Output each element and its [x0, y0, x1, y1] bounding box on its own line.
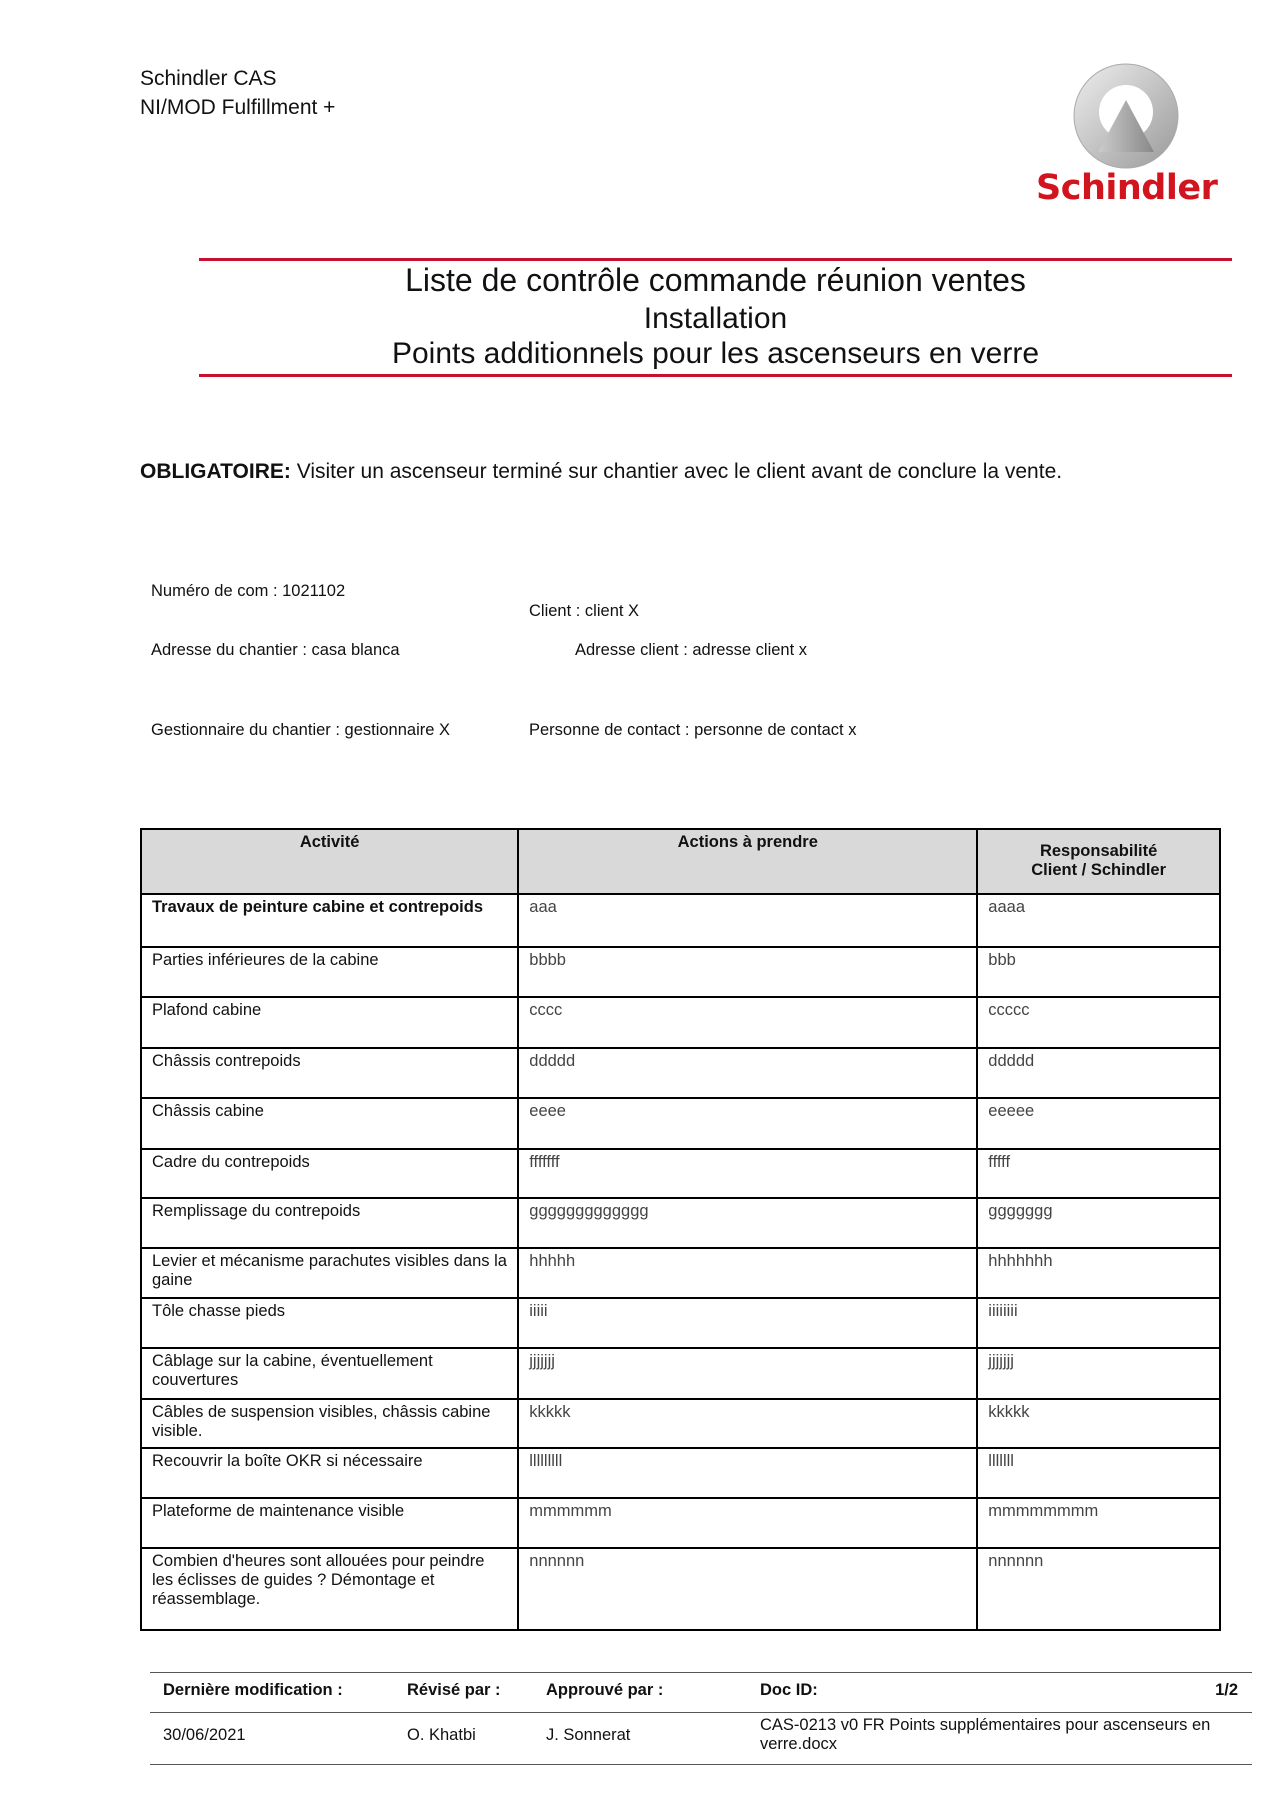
responsibility-cell: aaaa [977, 894, 1220, 947]
table-row [141, 1248, 1220, 1298]
table-row [141, 1348, 1220, 1399]
title-bottom-rule [199, 374, 1232, 377]
last-modified-label: Dernière modification : [163, 1681, 343, 1699]
approved-by: J. Sonnerat [546, 1726, 631, 1744]
activity-cell: Châssis cabine [141, 1098, 518, 1149]
responsibility-cell: jjjjjjj [977, 1348, 1220, 1399]
revised-label: Révisé par : [407, 1681, 501, 1699]
responsibility-cell: ddddd [977, 1048, 1220, 1098]
contact-person: Personne de contact : personne de contact x [529, 721, 857, 739]
table-row [141, 1498, 1220, 1548]
responsibility-cell: fffff [977, 1149, 1220, 1198]
page-subtitle: Installation [643, 302, 788, 335]
activity-cell: Châssis contrepoids [141, 1048, 518, 1098]
page-title: Liste de contrôle commande réunion ventes [405, 262, 1026, 298]
action-cell: ggggggggggggg [518, 1198, 977, 1248]
table-row [141, 1298, 1220, 1348]
table-row [141, 1048, 1220, 1098]
activity-cell: Remplissage du contrepoids [141, 1198, 518, 1248]
action-cell: mmmmmm [518, 1498, 977, 1548]
footer-mid-rule [150, 1712, 1252, 1713]
action-cell: jjjjjjj [518, 1348, 977, 1399]
activity-cell: Travaux de peinture cabine et contrepoids [141, 894, 518, 947]
table-row [141, 1149, 1220, 1198]
activity-cell: Plateforme de maintenance visible [141, 1498, 518, 1548]
activity-cell: Tôle chasse pieds [141, 1298, 518, 1348]
client-address: Adresse client : adresse client x [575, 641, 808, 659]
page-number: 1/2 [1215, 1681, 1238, 1699]
header-actions: Actions à prendre [518, 829, 977, 894]
logo-emblem-icon [1036, 62, 1216, 172]
responsibility-cell: ggggggg [977, 1198, 1220, 1248]
header-responsibility: Responsabilité Client / Schindler [977, 829, 1220, 894]
responsibility-cell: lllllll [977, 1448, 1220, 1498]
schindler-logo [1036, 62, 1216, 222]
activity-cell: Combien d'heures sont allouées pour peindre les éclisses de guides ? Démontage et réassemblage. [141, 1548, 518, 1630]
logo-text: Schindler [1036, 168, 1218, 208]
responsibility-cell: mmmmmmmm [977, 1498, 1220, 1548]
table-row [141, 1198, 1220, 1248]
action-cell: aaa [518, 894, 977, 947]
table-row [141, 1548, 1220, 1630]
table-row [141, 1448, 1220, 1498]
activity-cell: Câbles de suspension visibles, châssis cabine visible. [141, 1399, 518, 1448]
revised-by: O. Khatbi [407, 1726, 476, 1744]
action-cell: nnnnnn [518, 1548, 977, 1630]
action-cell: bbbb [518, 947, 977, 997]
responsibility-cell: ccccc [977, 997, 1220, 1048]
footer-bottom-rule [150, 1764, 1252, 1765]
activity-cell: Cadre du contrepoids [141, 1149, 518, 1198]
mandatory-text: Visiter un ascenseur terminé sur chantier avec le client avant de conclure la vente. [290, 460, 1063, 483]
mandatory-notice [140, 460, 1062, 484]
action-cell: kkkkk [518, 1399, 977, 1448]
action-cell: ddddd [518, 1048, 977, 1098]
table-row [141, 894, 1220, 947]
activity-cell: Plafond cabine [141, 997, 518, 1048]
activity-cell: Câblage sur la cabine, éventuellement couvertures [141, 1348, 518, 1399]
mandatory-label: OBLIGATOIRE: [140, 460, 291, 483]
action-cell: iiiii [518, 1298, 977, 1348]
action-cell: eeee [518, 1098, 977, 1149]
department-name: NI/MOD Fulfillment + [140, 96, 336, 119]
activity-cell: Recouvrir la boîte OKR si nécessaire [141, 1448, 518, 1498]
header-activity: Activité [141, 829, 518, 894]
order-number: Numéro de com : 1021102 [151, 582, 346, 600]
page-subtitle-2: Points additionnels pour les ascenseurs en verre [391, 337, 1040, 370]
responsibility-cell: iiiiiiii [977, 1298, 1220, 1348]
responsibility-cell: bbb [977, 947, 1220, 997]
action-cell: hhhhh [518, 1248, 977, 1298]
action-cell: lllllllll [518, 1448, 977, 1498]
responsibility-cell: eeeee [977, 1098, 1220, 1149]
company-name: Schindler CAS [140, 67, 277, 90]
table-header-row [141, 829, 1220, 894]
responsibility-cell: hhhhhhh [977, 1248, 1220, 1298]
last-modified-date: 30/06/2021 [163, 1726, 246, 1744]
approved-label: Approuvé par : [546, 1681, 664, 1699]
checklist-table [140, 828, 1221, 1631]
table-row [141, 947, 1220, 997]
footer-top-rule [150, 1672, 1252, 1673]
docid-label: Doc ID: [760, 1681, 818, 1699]
activity-cell: Levier et mécanisme parachutes visibles dans la gaine [141, 1248, 518, 1298]
table-row [141, 1098, 1220, 1149]
action-cell: fffffff [518, 1149, 977, 1198]
site-manager: Gestionnaire du chantier : gestionnaire X [151, 721, 451, 739]
doc-id: CAS-0213 v0 FR Points supplémentaires pour ascenseurs en verre.docx [760, 1716, 1211, 1753]
responsibility-cell: kkkkk [977, 1399, 1220, 1448]
title-top-rule [199, 258, 1232, 261]
table-row [141, 1399, 1220, 1448]
action-cell: cccc [518, 997, 977, 1048]
table-row [141, 997, 1220, 1048]
responsibility-cell: nnnnnn [977, 1548, 1220, 1630]
client: Client : client X [529, 602, 640, 620]
site-address: Adresse du chantier : casa blanca [151, 641, 400, 659]
activity-cell: Parties inférieures de la cabine [141, 947, 518, 997]
